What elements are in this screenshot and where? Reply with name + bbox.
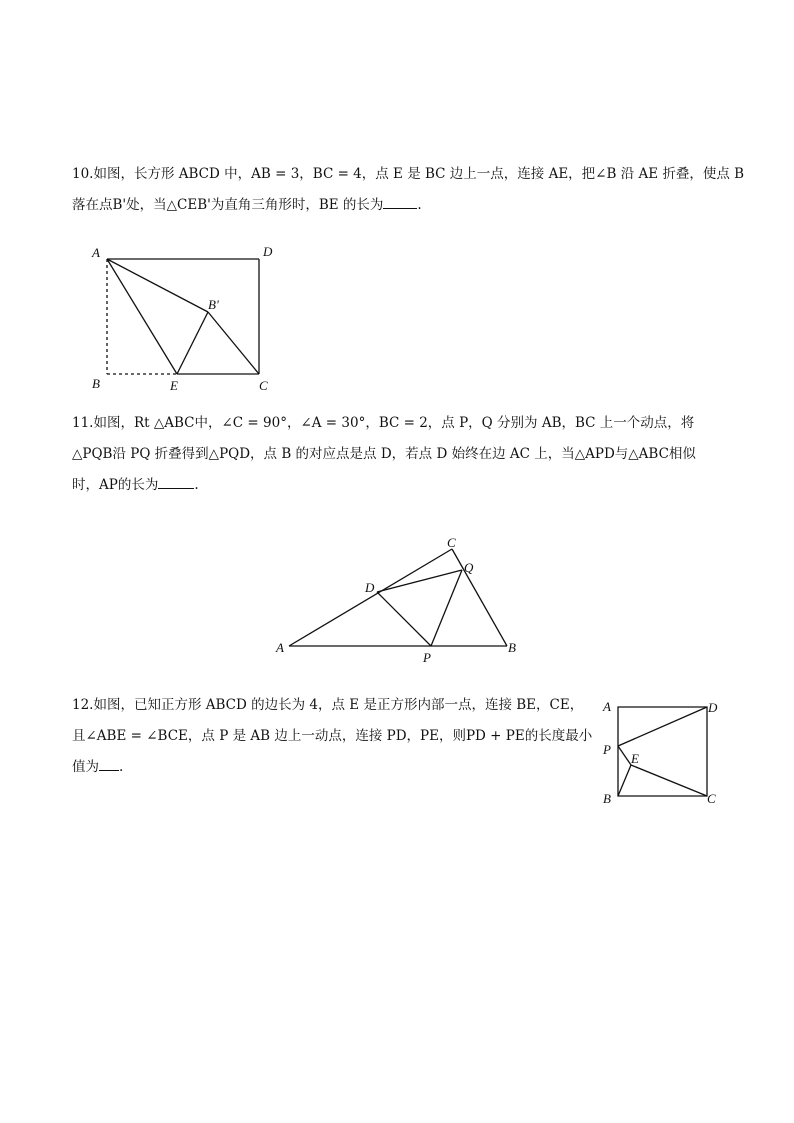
label-B-prime: B' bbox=[208, 297, 219, 312]
label-E: E bbox=[170, 378, 178, 393]
label-A: A bbox=[92, 245, 100, 260]
label-B: B bbox=[92, 376, 100, 391]
answer-blank bbox=[158, 474, 194, 489]
answer-blank bbox=[383, 194, 417, 209]
question-12-line-3: 值为 . bbox=[72, 752, 592, 783]
label-C: C bbox=[447, 535, 456, 550]
label-D: D bbox=[263, 244, 273, 259]
figure-q12-square bbox=[598, 696, 728, 808]
question-10-line-2: 落在点B'处，当△CEB'为直角三角形时，BE 的长为 . bbox=[72, 190, 732, 221]
label-E: E bbox=[631, 751, 639, 766]
question-12 bbox=[72, 690, 592, 783]
segment-AB-prime bbox=[107, 259, 208, 312]
segment-PD bbox=[618, 707, 707, 746]
label-B: B bbox=[508, 640, 516, 655]
side-CB bbox=[452, 549, 507, 646]
label-P: P bbox=[603, 742, 611, 757]
question-11-line-3: 时，AP的长为 . bbox=[72, 470, 732, 501]
answer-blank bbox=[99, 756, 119, 771]
segment-DQ bbox=[377, 570, 462, 592]
question-10-line-1: 10.如图，长方形 ABCD 中，AB = 3，BC = 4，点 E 是 BC 边上一点，连接 AE，把∠B 沿 AE 折叠，使点 B bbox=[72, 166, 745, 182]
label-C: C bbox=[259, 378, 268, 393]
label-A: A bbox=[276, 640, 284, 655]
label-P: P bbox=[423, 650, 431, 665]
segment-DP bbox=[377, 592, 431, 646]
label-C: C bbox=[707, 791, 716, 806]
figure-q10-rectangle bbox=[88, 240, 288, 396]
segment-BE bbox=[618, 765, 631, 796]
question-11 bbox=[72, 408, 732, 501]
label-B: B bbox=[603, 791, 611, 806]
segment-PQ bbox=[431, 570, 462, 646]
segment-B-prime-E bbox=[177, 312, 208, 374]
segment-EC bbox=[631, 765, 707, 796]
label-D: D bbox=[365, 580, 375, 595]
segment-PE bbox=[618, 746, 631, 765]
segment-AE bbox=[107, 259, 177, 374]
label-D: D bbox=[708, 700, 718, 715]
segment-B-prime-C bbox=[208, 312, 259, 374]
label-A: A bbox=[603, 699, 611, 714]
question-11-line-2: △PQB沿 PQ 折叠得到△PQD，点 B 的对应点是点 D，若点 D 始终在边 AC 上，当△APD与△ABC相似 bbox=[72, 446, 696, 462]
side-AC bbox=[289, 549, 452, 646]
question-11-line-1: 11.如图，Rt △ABC中，∠C = 90°，∠A = 30°，BC = 2，点 P，Q 分别为 AB，BC 上一个动点，将 bbox=[72, 415, 695, 431]
question-12-line-1: 12.如图，已知正方形 ABCD 的边长为 4，点 E 是正方形内部一点，连接 BE，CE， bbox=[72, 697, 584, 713]
question-10 bbox=[72, 159, 745, 221]
figure-q11-triangle bbox=[270, 530, 530, 668]
label-Q: Q bbox=[464, 560, 474, 575]
question-12-line-2: 且∠ABE = ∠BCE，点 P 是 AB 边上一动点，连接 PD，PE，则PD + PE的长度最小 bbox=[72, 728, 593, 744]
